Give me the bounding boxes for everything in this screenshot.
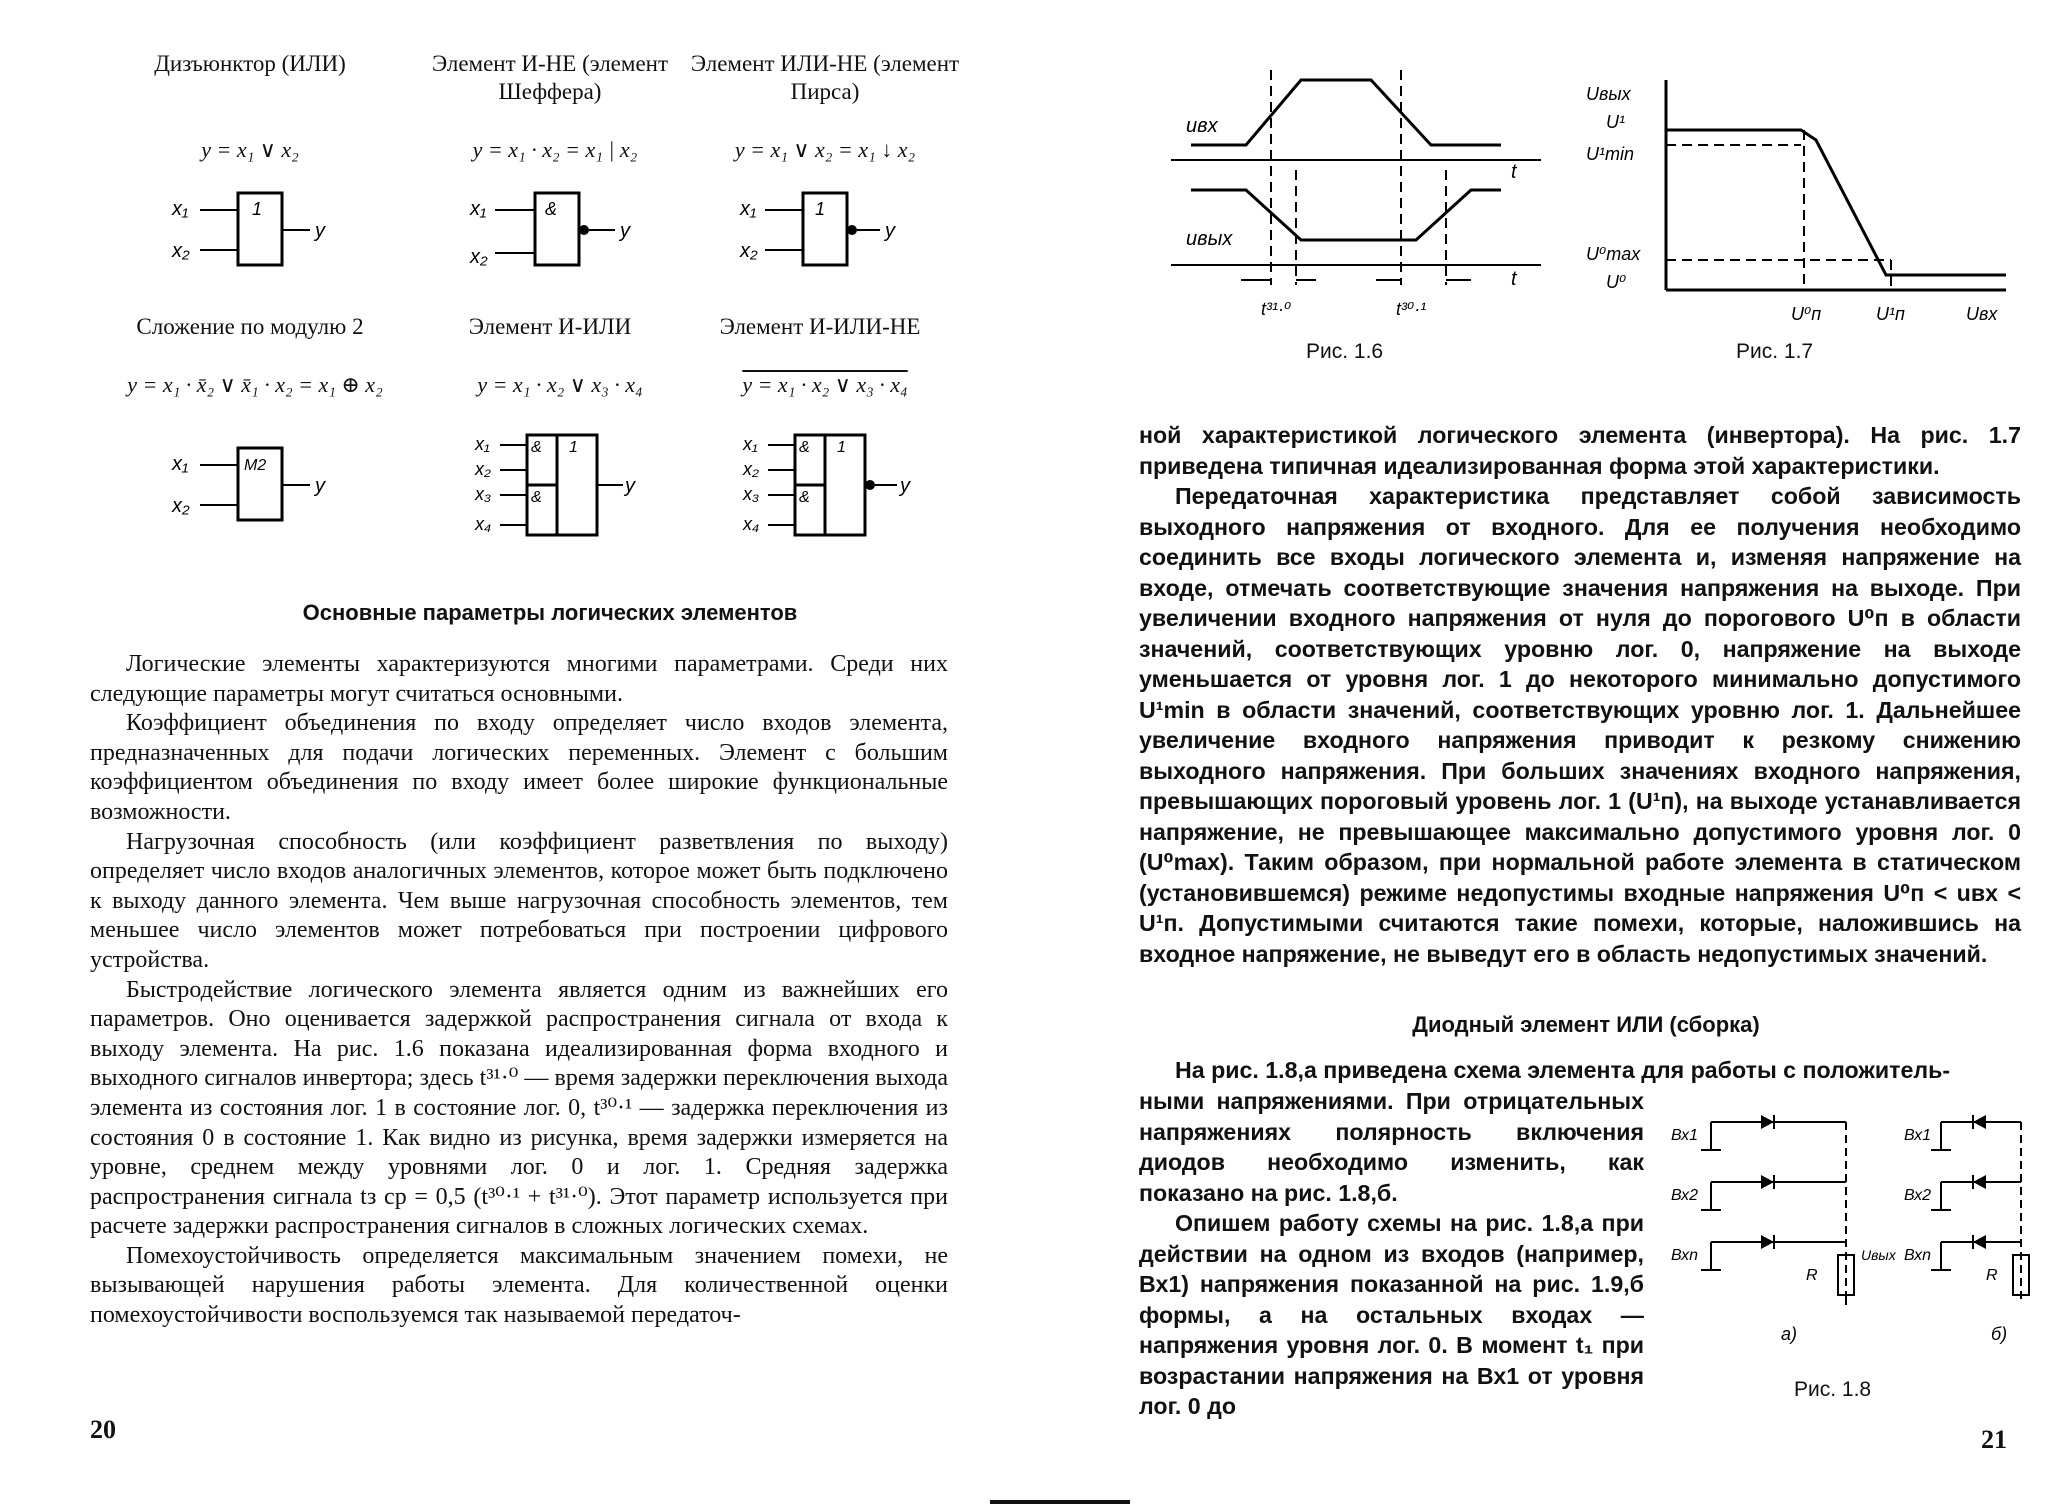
svg-text:y: y: [885, 220, 895, 242]
paragraph: Коэффициент объединения по входу определяет число входов элемента, предназначенных для подачи логических переменных. Элемент с большим коэффициентом объединения по входу имеет более широкие функциональные возможности.: [90, 710, 948, 825]
svg-text:U¹min: U¹min: [1586, 144, 1634, 164]
svg-text:Вх2: Вх2: [1671, 1187, 1699, 1204]
svg-text:x₁: x₁: [470, 198, 487, 220]
svg-text:&: &: [531, 439, 542, 456]
svg-text:y: y: [620, 220, 630, 242]
paragraph: Нагрузочная способность (или коэффициент разветвления по выходу) определяет число входов аналогичных элементов, которое может быть подключено к выходу данного элемента. Чем выше нагрузочная способность элементов, тем меньшее число элементов может потребоваться при построении цифрового устройства.: [90, 828, 948, 973]
svg-text:x₁: x₁: [475, 434, 490, 454]
svg-text:x₄: x₄: [475, 514, 492, 534]
gate-title: Элемент И-НЕ (элемент Шеффера): [431, 51, 669, 104]
svg-text:Вхn: Вхn: [1904, 1247, 1932, 1264]
svg-text:x₂: x₂: [172, 240, 190, 262]
svg-text:y: y: [625, 475, 635, 497]
svg-text:б): б): [1991, 1324, 2008, 1344]
svg-text:&: &: [799, 439, 810, 456]
svg-text:x₂: x₂: [470, 246, 488, 268]
svg-text:t: t: [1511, 161, 1517, 183]
svg-text:x₁: x₁: [743, 434, 758, 454]
svg-text:Вх1: Вх1: [1904, 1127, 1932, 1144]
svg-text:Uвых: Uвых: [1586, 84, 1631, 104]
svg-text:&: &: [799, 489, 810, 506]
body-text: [90, 650, 948, 1331]
paragraph: Быстродействие логического элемента является одним из важнейших его параметров. Оно оценивается задержкой распространения сигнала от входа к выходу элемента. На рис. 1.6 показана идеализированная форма входного и выходного сигналов инвертора; здесь t³¹·⁰ — время задержки переключения выхода элемента из состояния лог. 1 в состояние лог. 0, t³⁰·¹ — задержка переключения из состояния 0 в состояние 1. Как видно из рисунка, время задержки измеряется на уровне, среднем между уровнями лог. 0 и лог. 1. Средняя задержка распространения сигнала tз ср = 0,5 (t³⁰·¹ + t³¹·⁰). Этот параметр используется при расчете задержки распространения сигналов в сложных логических схемах.: [90, 976, 948, 1240]
nand-gate-symbol: [465, 185, 665, 275]
svg-text:&: &: [531, 489, 542, 506]
fig-1-6-timing-diagram: [1171, 70, 1551, 330]
svg-text:1: 1: [569, 439, 578, 456]
svg-text:1: 1: [252, 199, 263, 219]
section-heading: Основные параметры логических элементов: [302, 600, 798, 625]
xor-gate-symbol: [160, 440, 360, 530]
gate-formula: y = x₁ ∨ x₂ = x₁ ↓ x₂: [734, 137, 916, 162]
gate-title: Элемент И-ИЛИ-НЕ: [719, 314, 921, 339]
svg-text:U¹п: U¹п: [1876, 304, 1905, 324]
svg-text:U⁰: U⁰: [1606, 272, 1627, 292]
svg-text:x₂: x₂: [743, 459, 759, 479]
gate-formula: y = x₁ ∨ x₂: [201, 137, 299, 162]
svg-text:x₂: x₂: [740, 240, 758, 262]
paragraph-first-line: На рис. 1.8,а приведена схема элемента для работы с положитель-: [1175, 1057, 1951, 1083]
gate-formula: y = x₁ · x₂ = x₁ | x₂: [472, 137, 638, 162]
circuit-a: [1671, 1115, 1897, 1344]
svg-text:а): а): [1781, 1324, 1798, 1344]
fig-1-8-diode-or-circuit: [1666, 1105, 2036, 1345]
svg-text:Uвых: Uвых: [1861, 1247, 1896, 1263]
svg-text:M2: M2: [244, 457, 267, 474]
svg-text:Вх1: Вх1: [1671, 1127, 1699, 1144]
svg-text:R: R: [1986, 1267, 1998, 1284]
svg-text:x₃: x₃: [475, 484, 492, 504]
svg-text:Вхn: Вхn: [1671, 1247, 1699, 1264]
u-in-label: uвх: [1186, 115, 1218, 137]
paragraph: Помехоустойчивость определяется максимальным значением помехи, не вызывающей нарушения работы элемента. Для количественной оценки помехоустойчивости воспользуемся так называемой передаточ-: [90, 1242, 948, 1329]
gate-title: Дизъюнктор (ИЛИ): [154, 51, 346, 76]
page-number: 20: [90, 1415, 116, 1444]
gate-title: Элемент ИЛИ-НЕ (элемент Пирса): [690, 51, 960, 104]
fig-1-7-transfer-characteristic: [1586, 70, 2016, 330]
svg-text:Вх2: Вх2: [1904, 1187, 1932, 1204]
svg-text:Uвх: Uвх: [1966, 304, 1998, 324]
paragraph: Опишем работу схемы на рис. 1.8,а при действии на одном из входов (например, Вх1) напряжения показанной на рис. 1.9,б формы, а на остальных входах — напряжения уровня лог. 0. В момент t₁ при возрастании напряжения на Вх1 от уровня лог. 0 до: [1139, 1210, 1644, 1419]
paragraph: ными напряжениями. При отрицательных напряжениях полярность включения диодов необходимо изменить, как показано на рис. 1.8,б.: [1139, 1088, 1644, 1206]
svg-text:x₁: x₁: [172, 198, 189, 220]
center-fold-mark: [990, 1500, 1130, 1504]
svg-text:y: y: [315, 220, 325, 242]
paragraph: Передаточная характеристика представляет собой зависимость выходного напряжения от входного. Для ее получения необходимо соединить все входы логического элемента и, изменяя напряжение на входе, отмечать соответствующие значения напряжения на выходе. При увеличении входного напряжения от нуля до порогового U⁰п в области значений, соответствующих уровню лог. 0, напряжение на выходе уменьшается от уровня лог. 1 до некоторого минимально допустимого U¹min в области значений, соответствующих уровню лог. 1. Дальнейшее увеличение входного напряжения приводит к резкому снижению выходного напряжения. При больших значениях входного напряжения, превышающих пороговый уровень лог. 1 (U¹п), на выходе устанавливается напряжение, не превышающее максимально допустимого уровня лог. 0 (U⁰max). Таким образом, при нормальной работе элемента в статическом (установившемся) режиме недопустимы входные напряжения U⁰п < uвх < U¹п. Допустимыми считаются такие помехи, которые, наложившись на входное напряжение, не выведут его в область недопустимых значений.: [1139, 483, 2021, 967]
svg-text:x₁: x₁: [740, 198, 757, 220]
svg-text:x₂: x₂: [172, 495, 190, 517]
svg-text:U⁰max: U⁰max: [1586, 244, 1641, 264]
and-or-gate-symbol: [465, 430, 665, 545]
gate-formula: y = x₁ · x̄₂ ∨ x̄₁ · x₂ = x₁ ⊕ x₂: [127, 372, 383, 397]
svg-text:U⁰п: U⁰п: [1791, 304, 1822, 324]
svg-text:t³¹·⁰: t³¹·⁰: [1261, 299, 1292, 319]
nor-gate-symbol: [735, 185, 935, 275]
u-out-label: uвых: [1186, 228, 1233, 250]
right-page: [1036, 0, 2071, 1507]
svg-text:x₂: x₂: [475, 459, 491, 479]
section-heading: Диодный элемент ИЛИ (сборка): [1412, 1012, 1760, 1037]
gate-formula: y = x₁ · x₂ ∨ x₃ · x₄: [477, 372, 643, 397]
paragraph: Логические элементы характеризуются многими параметрами. Среди них следующие параметры могут считаться основными.: [90, 651, 948, 707]
fig-1-8-caption: Рис. 1.8: [1794, 1378, 1872, 1401]
circuit-b: [1904, 1115, 2029, 1344]
gate-formula: y = x₁ · x₂ ∨ x₃ · x₄: [742, 372, 908, 397]
svg-text:x₃: x₃: [743, 484, 760, 504]
gate-title: Сложение по модулю 2: [136, 314, 364, 339]
svg-text:1: 1: [815, 199, 826, 219]
gate-title: Элемент И-ИЛИ: [468, 314, 632, 339]
svg-text:1: 1: [837, 439, 846, 456]
fig-1-6-caption: Рис. 1.6: [1306, 340, 1384, 363]
svg-text:t³⁰·¹: t³⁰·¹: [1396, 299, 1427, 319]
svg-text:x₄: x₄: [743, 514, 760, 534]
svg-text:t: t: [1511, 268, 1517, 290]
or-gate-symbol: [160, 185, 360, 275]
svg-text:y: y: [900, 475, 910, 497]
left-page: [0, 0, 1035, 1507]
paragraph: ной характеристикой логического элемента (инвертора). На рис. 1.7 приведена типичная идеализированная форма этой характеристики.: [1139, 422, 2021, 479]
and-or-not-gate-symbol: [735, 430, 935, 545]
body-text-upper: [1139, 420, 2021, 969]
svg-text:U¹: U¹: [1606, 112, 1625, 132]
svg-text:x₁: x₁: [172, 453, 189, 475]
svg-text:&: &: [545, 199, 558, 219]
svg-text:R: R: [1806, 1267, 1818, 1284]
fig-1-7-caption: Рис. 1.7: [1736, 340, 1814, 363]
page-number: 21: [1981, 1425, 2007, 1454]
svg-text:y: y: [315, 475, 325, 497]
body-text-lower: [1139, 1086, 1644, 1422]
